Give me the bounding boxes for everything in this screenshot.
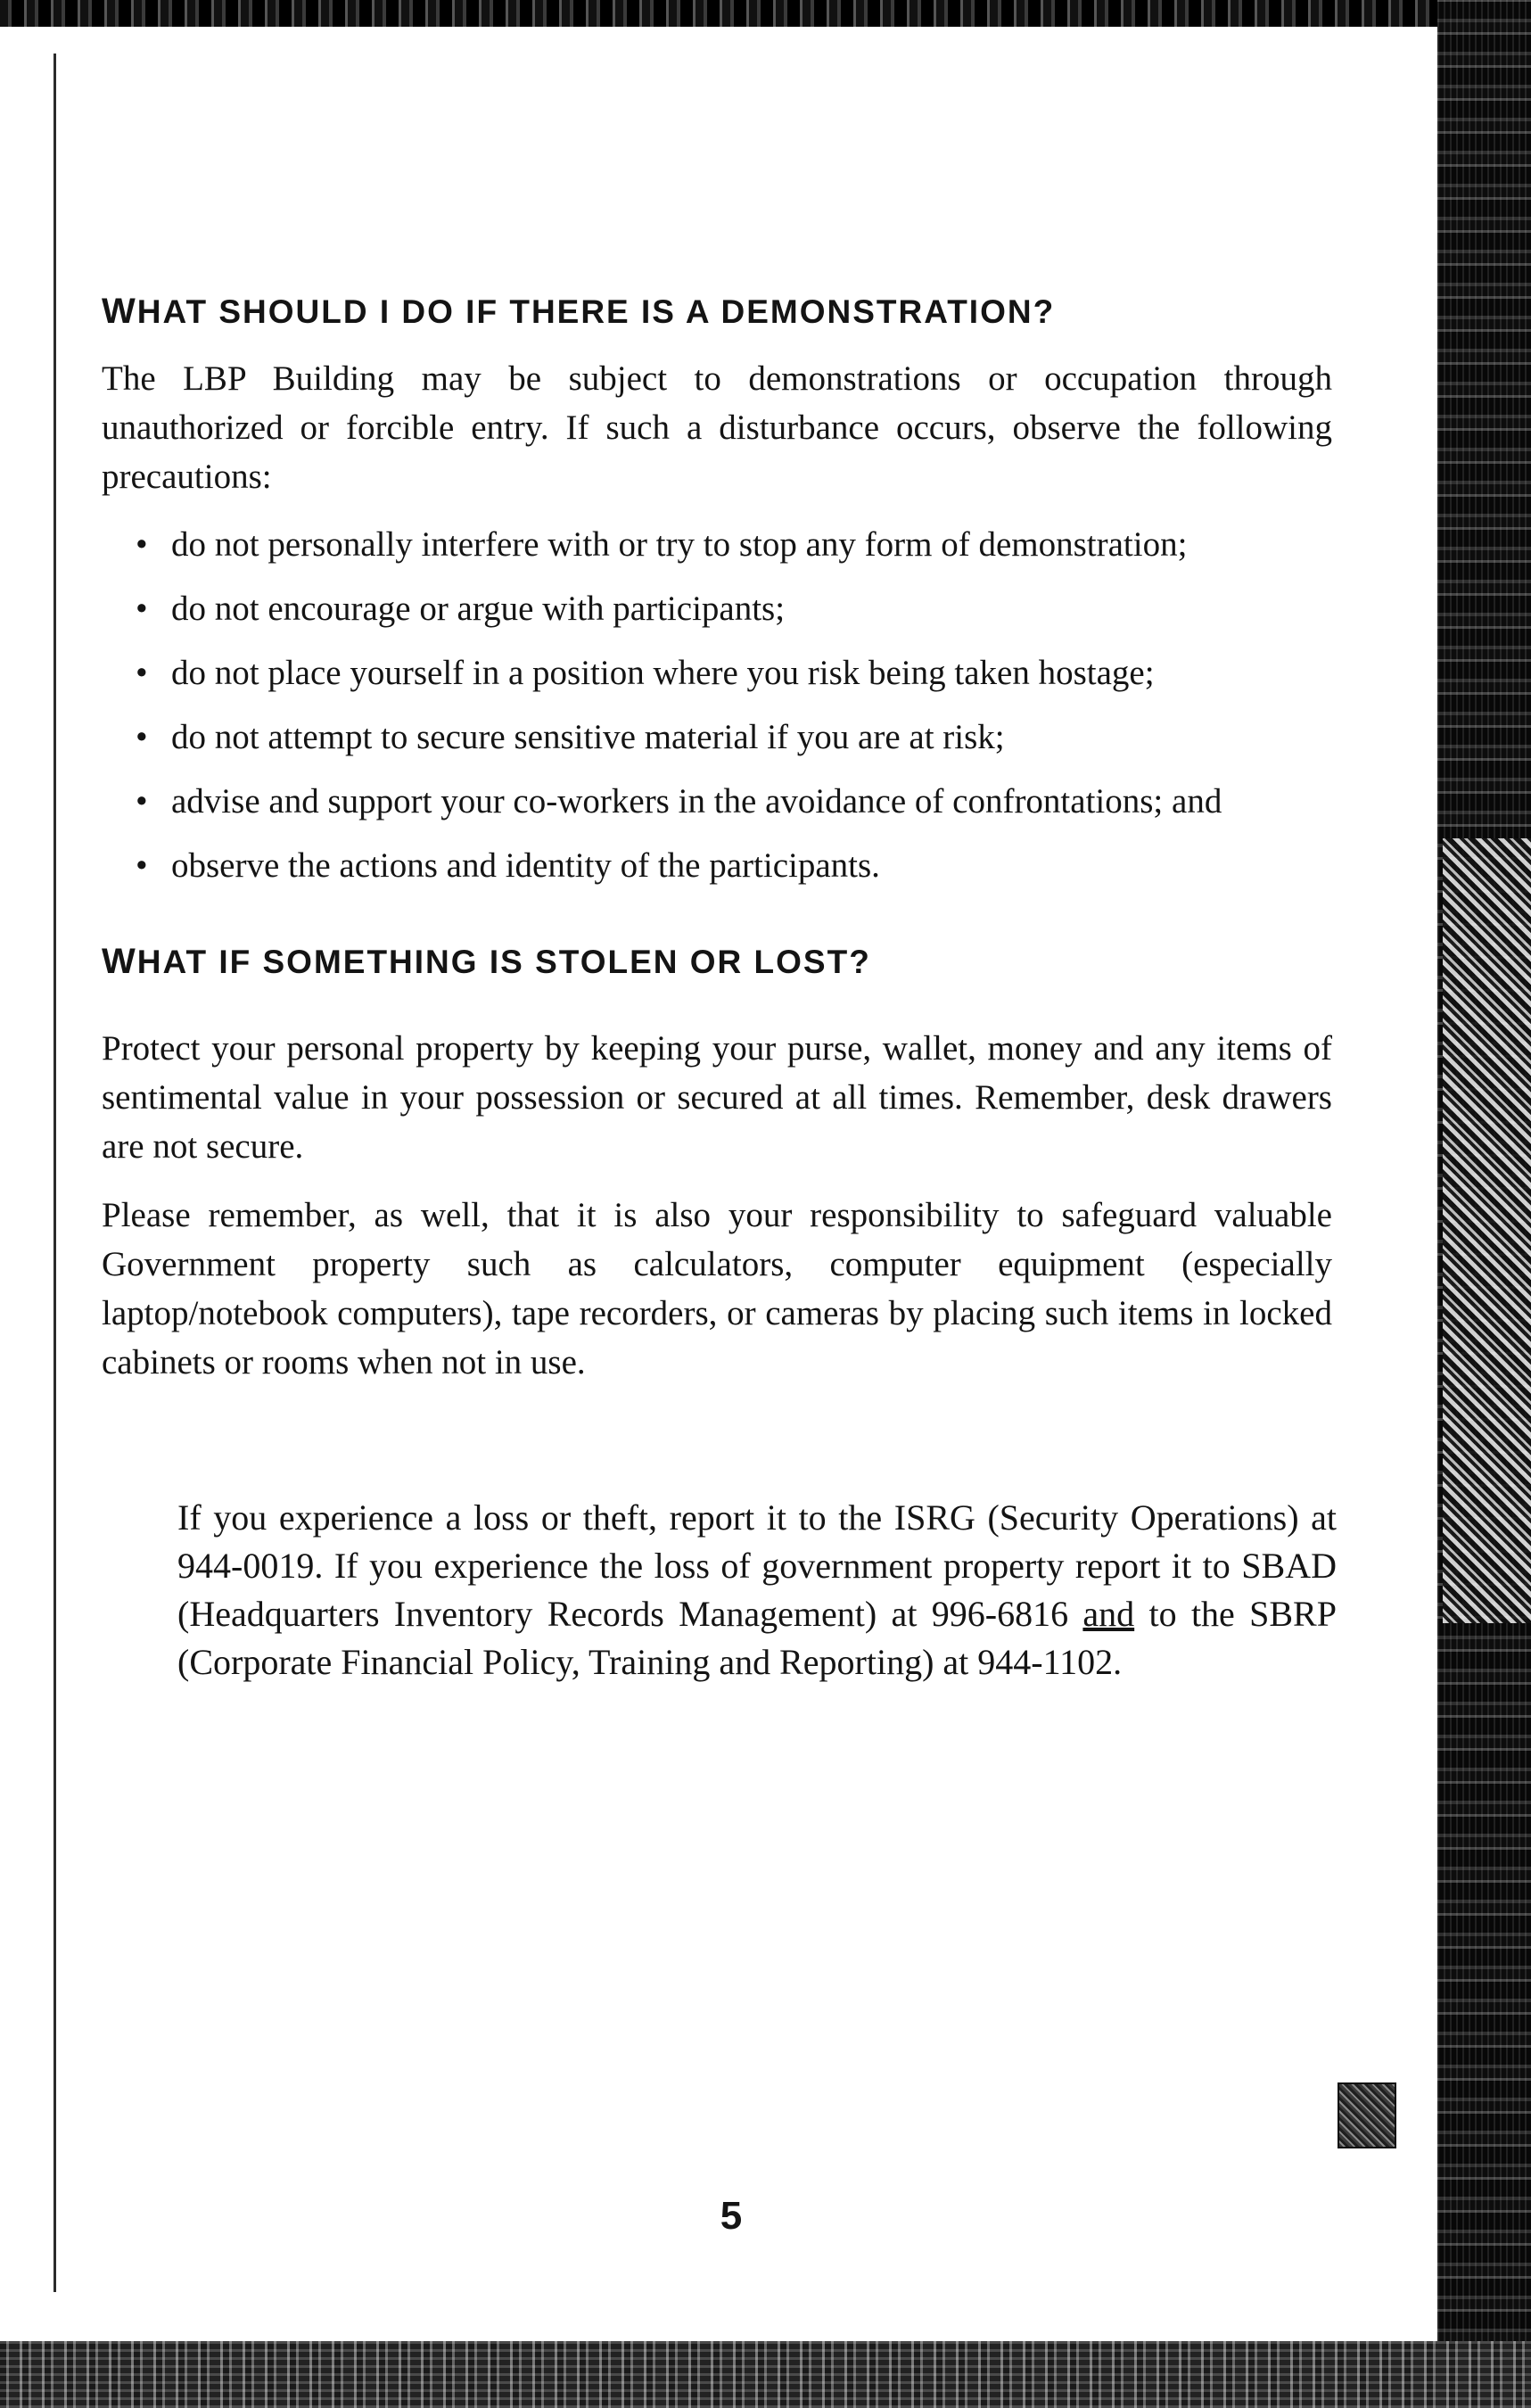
list-item: [136, 844, 1332, 888]
notice-text-2: to the SBRP (Corporate Financial Policy, Training and Reporting) at 944-1102.: [177, 1594, 1337, 1682]
bullet-icon: •: [136, 590, 148, 628]
list-item: [136, 523, 1332, 567]
bullet-icon: •: [136, 654, 148, 692]
scan-border-bottom: [0, 2341, 1531, 2408]
section-tab-marker: [1338, 2082, 1396, 2148]
scan-texture-patch: [1443, 838, 1531, 1623]
list-item-text: do not personally interfere with or try to stop any form of demonstration;: [171, 525, 1188, 564]
notice-underlined-word: and: [1082, 1594, 1135, 1634]
bullet-icon: •: [136, 525, 148, 564]
scan-border-top: [0, 0, 1531, 27]
page-edge-line: [54, 54, 56, 2292]
bullet-icon: •: [136, 782, 148, 821]
bullet-icon: •: [136, 846, 148, 885]
list-item: [136, 651, 1332, 696]
page-content: [102, 290, 1337, 1686]
bullet-icon: •: [136, 718, 148, 756]
list-item-text: do not place yourself in a position where you risk being taken hostage;: [171, 654, 1155, 692]
precautions-list: [102, 523, 1332, 888]
notice-text-1: If you experience a loss or theft, report it to the ISRG (Security Operations) at 944-0019. If you experience the loss of government property report it to SBAD (Headquarters Inventory Records Management) at 996-6816: [177, 1497, 1337, 1634]
demonstration-intro: The LBP Building may be subject to demonstrations or occupation through unauthorized or forcible entry. If such a disturbance occurs, observe the following precautions:: [102, 359, 1332, 496]
personal-property-paragraph: Protect your personal property by keeping your purse, wallet, money and any items of sentimental value in your possession or secured at all times. Remember, desk drawers are not secure.: [102, 1029, 1332, 1166]
heading-initial: W: [102, 292, 137, 331]
heading-initial: W: [102, 942, 137, 981]
list-item-text: advise and support your co-workers in the avoidance of confrontations; and: [171, 782, 1222, 821]
heading-text: HAT SHOULD I DO IF THERE IS A DEMONSTRATION?: [136, 293, 1056, 330]
list-item-text: do not encourage or argue with participants;: [171, 590, 786, 628]
list-item: [136, 779, 1332, 824]
list-item: [136, 587, 1332, 631]
page-number: 5: [720, 2194, 743, 2238]
loss-report-notice: [177, 1494, 1337, 1686]
list-item-text: observe the actions and identity of the participants.: [171, 846, 880, 885]
stolen-lost-heading: [102, 940, 1332, 983]
demonstration-heading: [102, 290, 1332, 333]
heading-text: HAT IF SOMETHING IS STOLEN OR LOST?: [136, 944, 871, 980]
list-item-text: do not attempt to secure sensitive material if you are at risk;: [171, 718, 1005, 756]
list-item: [136, 715, 1332, 760]
government-property-paragraph: Please remember, as well, that it is also your responsibility to safeguard valuable Government property such as calculators, computer equipment (especially laptop/notebook computers), tape recorders, or cameras by placing such items in locked cabinets or rooms when not in use.: [102, 1196, 1332, 1381]
